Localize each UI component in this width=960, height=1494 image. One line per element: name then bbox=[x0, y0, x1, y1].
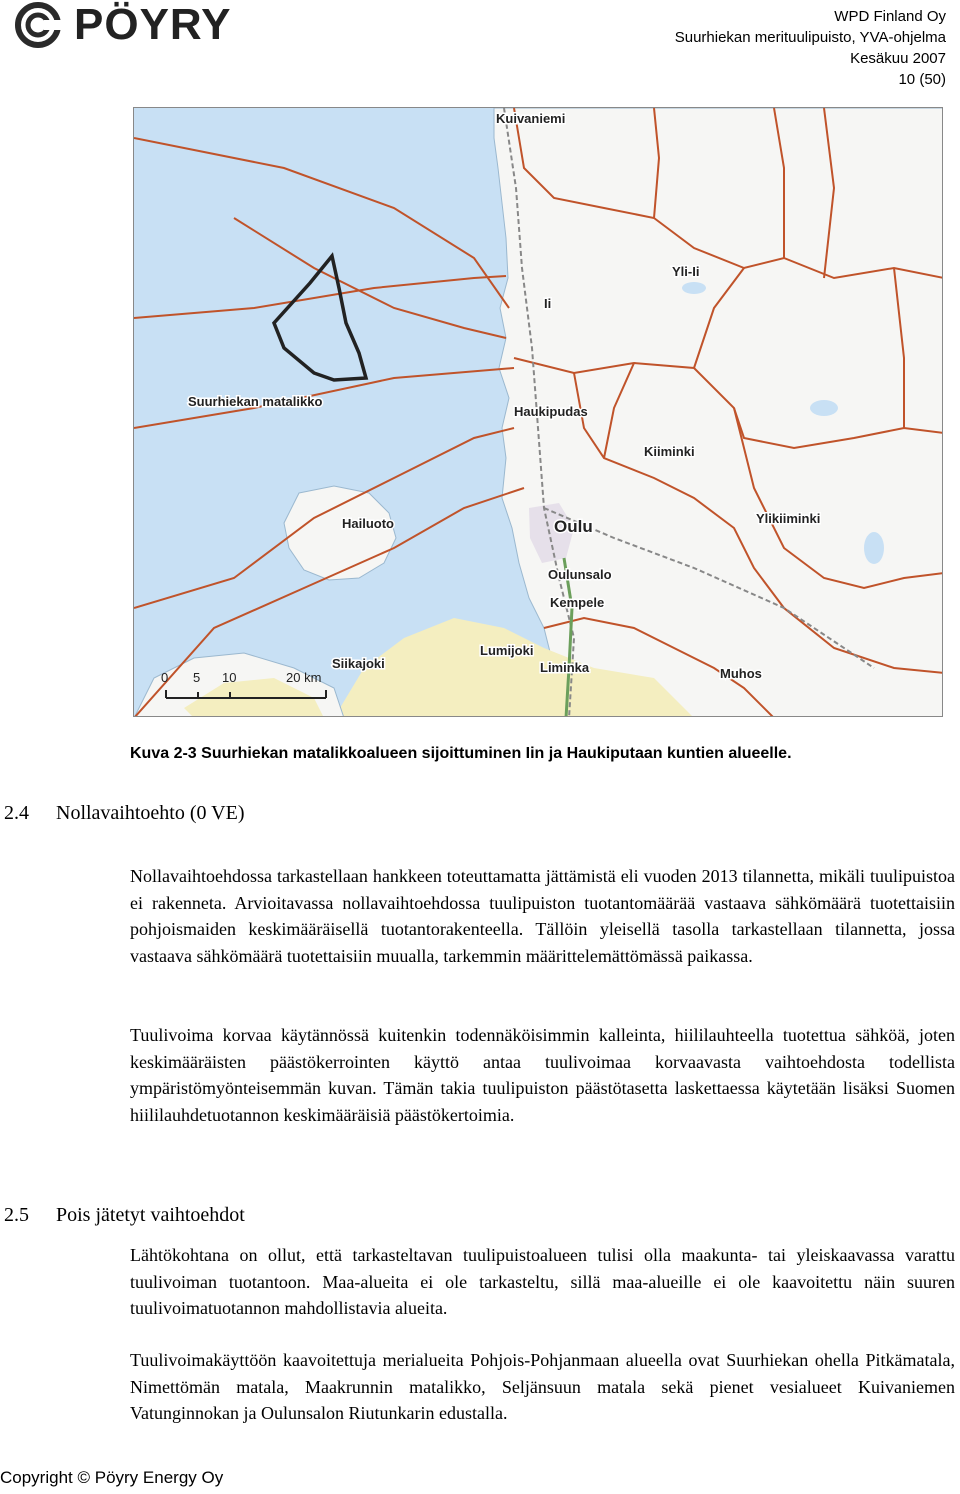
scale-tick-10: 10 bbox=[222, 670, 237, 685]
document-header bbox=[675, 6, 946, 90]
poyry-swirl-icon bbox=[14, 2, 66, 48]
company-name: WPD Finland Oy bbox=[834, 8, 946, 25]
label-liminka: Liminka bbox=[540, 660, 590, 675]
section-number: 2.5 bbox=[4, 1204, 29, 1226]
label-kiiminki: Kiiminki bbox=[644, 444, 695, 459]
paragraph: Tuulivoimakäyttöön kaavoitettuja merialueita Pohjois-Pohjanmaan alueella ovat Suurhiekan ohella Pitkämatala, Nimettömän matala, Maakrunnin matalikko, Seljänsuun matala sekä pienet vesialueet Kuivaniemen Vatunginnokan ja Oulunsalon Riutunkarin edustalla. bbox=[130, 1350, 955, 1423]
project-name: Suurhiekan merituulipuisto, YVA-ohjelma bbox=[674, 29, 946, 46]
scale-tick-5: 5 bbox=[193, 670, 201, 685]
copyright-footer: Copyright © Pöyry Energy Oy bbox=[0, 1468, 224, 1487]
scale-tick-20: 20 km bbox=[286, 670, 322, 685]
label-suurhiekan-matalikko: Suurhiekan matalikko bbox=[188, 394, 323, 409]
label-kuivaniemi: Kuivaniemi bbox=[496, 111, 566, 126]
page-number: 10 (50) bbox=[898, 71, 946, 88]
label-lumijoki: Lumijoki bbox=[480, 643, 534, 658]
section-heading-2-5 bbox=[4, 1204, 245, 1227]
label-ylikiiminki: Ylikiiminki bbox=[756, 511, 821, 526]
label-oulu: Oulu bbox=[554, 517, 593, 536]
label-muhos: Muhos bbox=[720, 666, 762, 681]
label-siikajoki: Siikajoki bbox=[332, 656, 385, 671]
paragraph: Lähtökohtana on ollut, että tarkasteltavan tuulipuistoalueen tulisi olla maakunta- tai yleiskaavassa varattu tuulivoiman tuotantoon. Maa-alueita ei ole tarkasteltu, sillä maa-alueille ei ole kaavoitettu näin suuren tuulivoimatuotannon mahdollistavia alueita. bbox=[130, 1245, 955, 1318]
label-kempele: Kempele bbox=[550, 595, 605, 610]
scale-tick-0: 0 bbox=[161, 670, 169, 685]
section-title: Nollavaihtoehto (0 VE) bbox=[56, 802, 245, 824]
figure-caption: Kuva 2-3 Suurhiekan matalikkoalueen sijoittuminen Iin ja Haukiputaan kuntien alueelle. bbox=[130, 745, 792, 762]
section-number: 2.4 bbox=[4, 802, 29, 824]
paragraph: Nollavaihtoehdossa tarkastellaan hankkeen toteuttamatta jättämistä eli vuoden 2013 tilannetta, mikäli tuulipuistoa ei rakenneta. Arvioitavassa nollavaihtoehdossa tuulipuiston tuotantomäärää vastaava sähkömäärä tuotettaisiin pohjoismaiden keskimääräisellä tuotantorakenteella. Tällöin yleisellä tasolla tarkastellaan tilannetta, jossa vastaava sähkömäärä tuotettaisiin muualla, tarkemmin määrittelemättömässä paikassa. bbox=[130, 866, 955, 966]
poyry-logo bbox=[14, 2, 270, 48]
logo-wordmark: PÖYRY bbox=[74, 0, 232, 49]
location-map bbox=[133, 107, 943, 717]
label-hailuoto: Hailuoto bbox=[342, 516, 394, 531]
label-yli-ii: Yli-Ii bbox=[672, 264, 700, 279]
section-heading-2-4 bbox=[4, 802, 244, 825]
section-title: Pois jätetyt vaihtoehdot bbox=[56, 1204, 245, 1226]
label-haukipudas: Haukipudas bbox=[514, 404, 588, 419]
label-oulunsalo: Oulunsalo bbox=[548, 567, 612, 582]
label-ii: Ii bbox=[544, 296, 552, 311]
document-date: Kesäkuu 2007 bbox=[850, 50, 946, 67]
map-svg bbox=[134, 108, 943, 717]
paragraph: Tuulivoima korvaa käytännössä kuitenkin todennäköisimmin kalleinta, hiililauhteella tuotettua sähköä, joten keskimääräisten päästökerrointen käyttö antaa tuulivoimaa korvaavasta vaihtoehdosta todellista ympäristömyönteisemmän kuvan. Tämän takia tuulipuiston päästötasetta laskettaessa käytetään lisäksi Suomen hiililauhdetuotannon keskimääräisiä päästökertoimia. bbox=[130, 1025, 955, 1125]
lake bbox=[682, 282, 706, 294]
lake bbox=[810, 400, 838, 416]
lake bbox=[864, 532, 884, 564]
